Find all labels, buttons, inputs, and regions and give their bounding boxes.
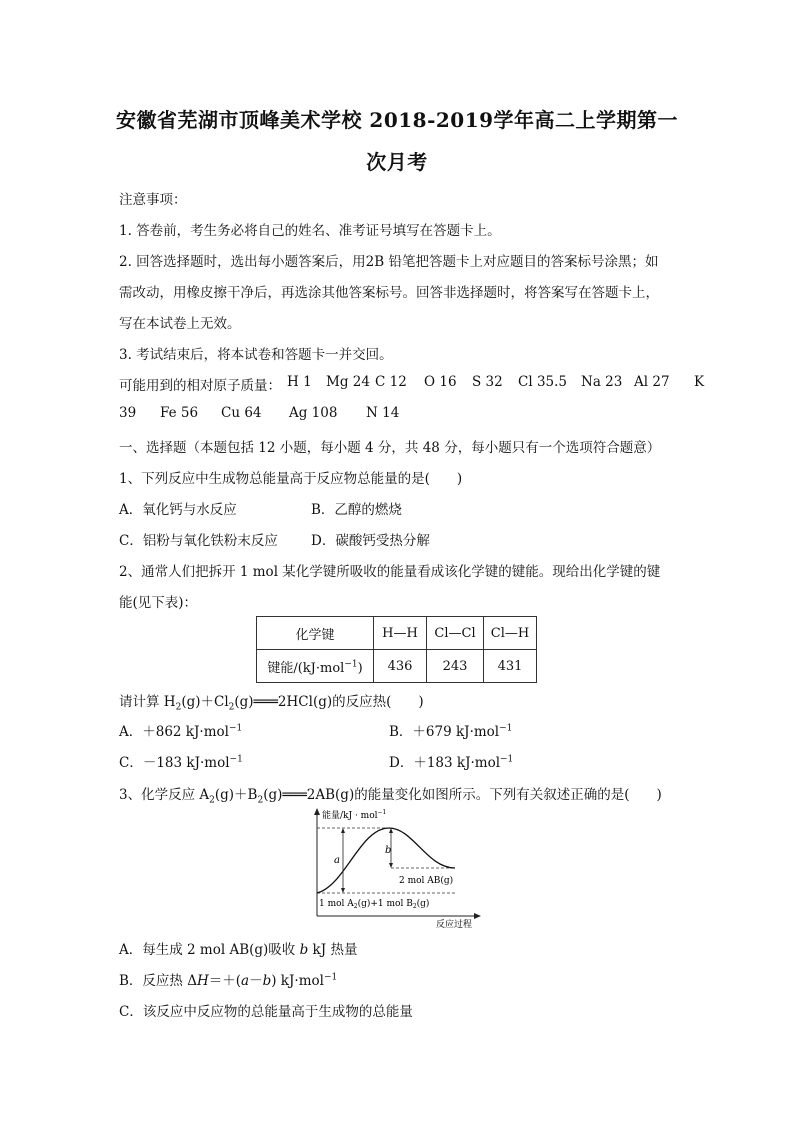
atomic-mass-item: Fe 56 <box>160 405 199 421</box>
question-2-option-c: C．－183 kJ·mol$^{-1}$ <box>119 754 243 771</box>
note-item-1: 1. 答卷前，考生务必将自己的姓名、准考证号填写在答题卡上。 <box>119 223 501 239</box>
atomic-mass-row-1 <box>119 374 719 394</box>
question-3-option-a: A．每生成 2 mol AB(g)吸收 b kJ 热量 <box>119 942 358 958</box>
atomic-mass-item: 39 <box>119 405 137 421</box>
table-row <box>257 650 537 683</box>
exam-title-line1: 安徽省芜湖市顶峰美术学校 2018-2019学年高二上学期第一 <box>115 108 679 132</box>
x-axis-arrow-icon <box>474 913 481 919</box>
question-3-stem: 3、化学反应 $A_2(g)+B_2(g)═══2AB(g)$的能量变化如图所示。下列有关叙述正确的是( ) <box>119 787 662 806</box>
energy-diagram <box>305 806 485 930</box>
section-1-heading: 一、选择题（本题包括 12 小题，每小题 4 分，共 48 分，每小题只有一个选项符合题意） <box>119 440 661 456</box>
atomic-mass-label: 可能用到的相对原子质量： <box>119 378 281 394</box>
exam-title-line2: 次月考 <box>366 150 428 174</box>
a-arrow-head-icon <box>341 828 345 833</box>
atomic-mass-item: H 1 <box>287 374 312 390</box>
question-3-option-b: B．反应热 ΔH＝＋(a－b) kJ·mol$^{-1}$ <box>119 972 338 989</box>
atomic-mass-item: Ag 108 <box>289 405 338 421</box>
b-label: b <box>385 845 392 856</box>
table-row-label: 键能/(kJ·mol$^{-1}$) <box>257 650 374 683</box>
note-item-3: 3. 考试结束后，将本试卷和答题卡一并交回。 <box>119 347 393 363</box>
question-2-option-d: D．＋183 kJ·mol$^{-1}$ <box>389 754 514 771</box>
a-label: a <box>334 855 340 866</box>
atomic-mass-item: Al 27 <box>634 374 670 390</box>
notes-heading: 注意事项： <box>119 192 187 208</box>
a-arrow-tail-icon <box>341 888 345 893</box>
atomic-mass-item: S 32 <box>472 374 503 390</box>
question-2-option-a: A．＋862 kJ·mol$^{-1}$ <box>119 723 243 740</box>
table-cell: 436 <box>374 650 427 683</box>
atomic-mass-item: Cu 64 <box>221 405 262 421</box>
table-header-cell: H—H <box>374 617 427 650</box>
atomic-mass-item: Mg 24 <box>326 374 370 390</box>
x-axis-label: 反应过程 <box>436 920 473 930</box>
atomic-mass-item: C 12 <box>375 374 407 390</box>
table-row <box>257 617 537 650</box>
question-1-stem: 1、下列反应中生成物总能量高于反应物总能量的是( ) <box>119 471 463 487</box>
note-item-2-line1: 2. 回答选择题时，选出每小题答案后，用2B 铅笔把答题卡上对应题目的答案标号涂黑；如 <box>119 254 659 270</box>
y-axis-label: 能量/kJ · mol$^{-1}$ <box>322 809 387 821</box>
atomic-mass-item: O 16 <box>424 374 457 390</box>
table-cell: 243 <box>427 650 484 683</box>
note-item-2-line2: 需改动，用橡皮擦干净后，再选涂其他答案标号。回答非选择题时，将答案写在答题卡上， <box>119 285 659 301</box>
atomic-mass-row-2 <box>119 405 719 425</box>
table-header-cell: Cl—H <box>484 617 537 650</box>
atomic-mass-item: Na 23 <box>581 374 623 390</box>
question-1-option-a: A．氧化钙与水反应 <box>119 502 237 518</box>
question-2-ask: 请计算 $H_2(g)+Cl_2(g)═══2HCl(g)$的反应热( ) <box>119 694 424 713</box>
bond-energy-table <box>256 616 537 683</box>
reactant-label: 1 mol $A_2(g)+1$ mol $B_2(g)$ <box>319 899 430 910</box>
question-2-stem-line2: 能(见下表)： <box>119 595 198 611</box>
note-item-2-line3: 写在本试卷上无效。 <box>119 316 241 332</box>
table-header-cell: 化学键 <box>257 617 374 650</box>
table-cell: 431 <box>484 650 537 683</box>
atomic-mass-item: Cl 35.5 <box>518 374 567 390</box>
product-label: 2 mol AB(g) <box>399 876 454 886</box>
table-header-cell: Cl—Cl <box>427 617 484 650</box>
atomic-mass-item: N 14 <box>366 405 400 421</box>
question-1-option-b: B．乙醇的燃烧 <box>311 502 402 518</box>
question-2-stem-line1: 2、通常人们把拆开 1 mol 某化学键所吸收的能量看成该化学键的键能。现给出化学键的键 <box>119 564 661 580</box>
question-1-option-c: C．铝粉与氧化铁粉末反应 <box>119 533 278 549</box>
question-1-option-d: D．碳酸钙受热分解 <box>311 533 430 549</box>
y-axis-arrow-icon <box>314 808 320 815</box>
question-3-option-c: C．该反应中反应物的总能量高于生成物的总能量 <box>119 1004 413 1020</box>
atomic-mass-item: K <box>694 374 705 390</box>
b-arrow-tail-icon <box>389 863 393 868</box>
question-2-option-b: B．＋679 kJ·mol$^{-1}$ <box>389 723 513 740</box>
